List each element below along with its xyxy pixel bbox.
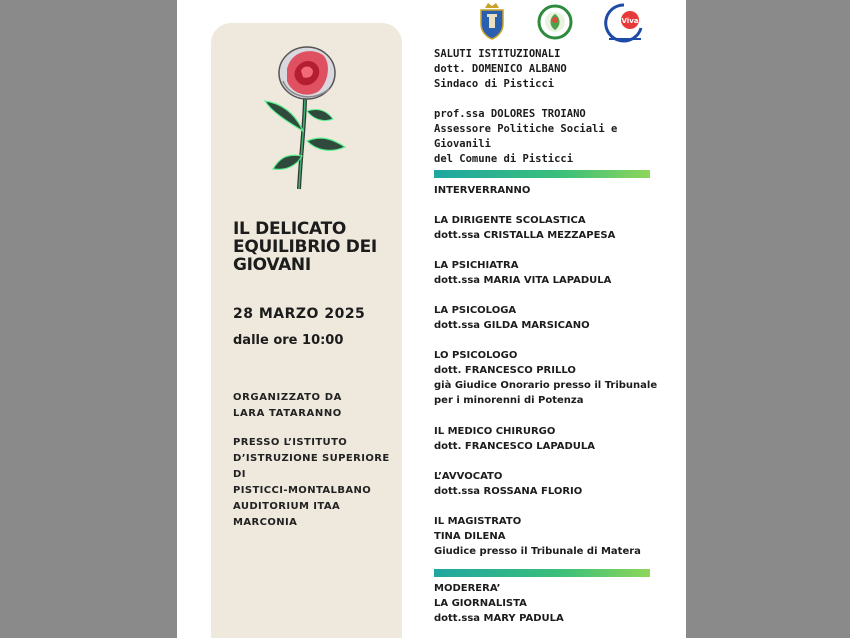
- rose-illustration: [261, 41, 353, 191]
- speaker-line: L’AVVOCATO: [434, 471, 503, 482]
- institutional-greetings: [434, 47, 684, 92]
- speaker-line: dott. FRANCESCO LAPADULA: [434, 441, 595, 452]
- organizer-line: LARA TATARANNO: [233, 407, 342, 419]
- speaker-group: [434, 469, 684, 499]
- viva-logo-icon: [603, 2, 645, 44]
- sponsor-logos: [473, 2, 643, 44]
- organizer-line: ORGANIZZATO DA: [233, 392, 342, 403]
- gradient-divider: [434, 569, 650, 577]
- greeting-line: dott. DOMENICO ALBANO: [434, 63, 567, 75]
- speaker-line: TINA DILENA: [434, 531, 506, 542]
- greeting-line: Sindaco di Pisticci: [434, 78, 555, 90]
- event-poster: [177, 0, 686, 638]
- moderator-info: [434, 581, 684, 626]
- speaker-group: [434, 303, 684, 333]
- title-line: EQUILIBRIO DEI: [233, 237, 377, 257]
- speaker-line: IL MEDICO CHIRURGO: [434, 426, 556, 437]
- greeting-line: Giovanili: [434, 138, 491, 150]
- venue-line: PISTICCI-MONTALBANO: [233, 485, 372, 496]
- organizer-info: [233, 390, 401, 421]
- venue-line: DI: [233, 469, 246, 480]
- moderator-line: MODERERA’: [434, 583, 501, 594]
- moderator-line: dott.ssa MARY PADULA: [434, 613, 564, 624]
- speaker-line: dott.ssa MARIA VITA LAPADULA: [434, 275, 612, 286]
- speaker-group: [434, 348, 684, 408]
- speaker-line: già Giudice Onorario presso il Tribunale: [434, 380, 658, 391]
- speaker-line: Giudice presso il Tribunale di Matera: [434, 546, 641, 557]
- viva-logo-text: Viva: [621, 17, 639, 25]
- speaker-line: LO PSICOLOGO: [434, 350, 518, 361]
- speaker-line: LA PSICOLOGA: [434, 305, 517, 316]
- assessor-greetings: [434, 107, 684, 167]
- speaker-group: [434, 514, 684, 559]
- speaker-line: per i minorenni di Potenza: [434, 395, 584, 406]
- speakers-heading: INTERVERRANNO: [434, 185, 531, 196]
- speaker-group: [434, 424, 684, 454]
- greeting-line: Assessore Politiche Sociali e: [434, 123, 618, 135]
- greeting-line: SALUTI ISTITUZIONALI: [434, 48, 561, 60]
- event-title: [233, 220, 403, 274]
- coat-of-arms-icon: [477, 2, 507, 40]
- event-date: 28 MARZO 2025: [233, 306, 366, 322]
- title-line: IL DELICATO: [233, 219, 347, 239]
- speaker-line: dott. FRANCESCO PRILLO: [434, 365, 576, 376]
- speaker-group: [434, 213, 684, 243]
- association-circle-icon: [537, 4, 573, 40]
- title-line: GIOVANI: [233, 255, 311, 275]
- venue-line: AUDITORIUM ITAA: [233, 501, 341, 512]
- speaker-line: LA PSICHIATRA: [434, 260, 519, 271]
- speaker-group: [434, 258, 684, 288]
- speaker-line: dott.ssa CRISTALLA MEZZAPESA: [434, 230, 616, 241]
- greeting-line: del Comune di Pisticci: [434, 153, 574, 165]
- event-time: dalle ore 10:00: [233, 333, 344, 348]
- speaker-line: dott.ssa ROSSANA FLORIO: [434, 486, 583, 497]
- left-info-card: [211, 23, 402, 638]
- gradient-divider: [434, 170, 650, 178]
- speaker-line: IL MAGISTRATO: [434, 516, 522, 527]
- speaker-line: dott.ssa GILDA MARSICANO: [434, 320, 590, 331]
- venue-line: MARCONIA: [233, 517, 298, 528]
- venue-info: [233, 435, 401, 531]
- greeting-line: prof.ssa DOLORES TROIANO: [434, 108, 586, 120]
- speaker-line: LA DIRIGENTE SCOLASTICA: [434, 215, 586, 226]
- moderator-line: LA GIORNALISTA: [434, 598, 527, 609]
- venue-line: PRESSO L’ISTITUTO: [233, 437, 348, 448]
- venue-line: D’ISTRUZIONE SUPERIORE: [233, 453, 390, 464]
